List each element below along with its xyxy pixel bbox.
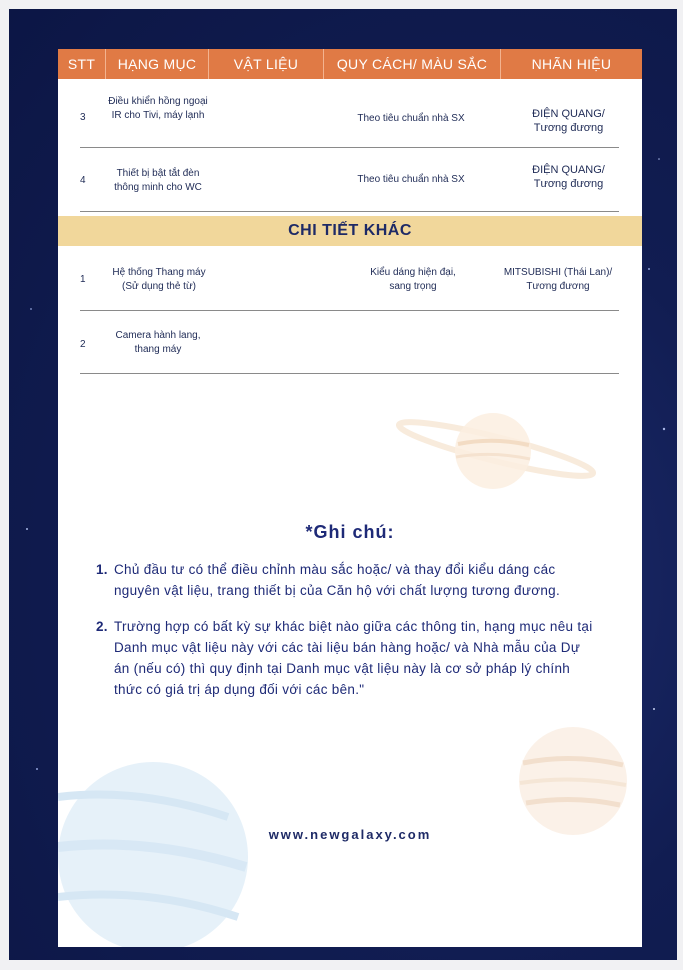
note-text: Trường hợp có bất kỳ sự khác biệt nào giữa các thông tin, hạng mục nêu tại Danh mục vật liệu này với các tài liệu bán hàng hoặc/ và Nhà mẫu của Dự án (nếu có) thì quy định tại Danh mục vật liệu này là cơ sở pháp lý chính thức có giá trị áp dụng đối với các bên." — [114, 619, 593, 697]
note-number: 2. — [96, 619, 108, 634]
section-header: CHI TIẾT KHÁC — [58, 216, 642, 246]
row-spec: Theo tiêu chuẩn nhà SX — [357, 113, 465, 124]
table-row — [80, 79, 619, 148]
document-page — [58, 49, 642, 947]
row-number: 1 — [80, 274, 86, 285]
planet-neptune-decoration — [58, 757, 248, 947]
note-number: 1. — [96, 562, 108, 577]
row-number: 2 — [80, 339, 86, 350]
header-spec: QUY CÁCH/ MÀU SẮC — [324, 49, 501, 79]
row-brand: ĐIỆN QUANG/ Tương đương — [532, 108, 605, 134]
header-stt: STT — [58, 49, 106, 79]
row-item: Camera hành lang, thang máy — [115, 330, 201, 355]
table-header — [58, 49, 642, 79]
note-text: Chủ đầu tư có thể điều chỉnh màu sắc hoặc/ và thay đổi kiểu dáng các nguyên vật liệu, trang thiết bị của Căn hộ với chất lượng tương đương. — [114, 562, 561, 598]
note-item — [96, 616, 594, 700]
row-item: Điều khiển hồng ngoại IR cho Tivi, máy lạnh — [108, 96, 208, 121]
row-brand: ĐIỆN QUANG/ Tương đương — [532, 164, 605, 190]
table-row — [80, 246, 619, 311]
planet-saturn-decoration — [396, 409, 596, 499]
header-item: HẠNG MỤC — [106, 49, 209, 79]
row-number: 3 — [80, 112, 86, 123]
notes-title: *Ghi chú: — [305, 522, 395, 542]
row-spec: Theo tiêu chuẩn nhà SX — [357, 174, 465, 185]
row-brand: MITSUBISHI (Thái Lan)/ Tương đương — [503, 267, 613, 292]
header-brand: NHÃN HIỆU — [531, 56, 612, 72]
note-item — [96, 559, 594, 601]
page-frame — [9, 9, 677, 960]
row-spec: Kiểu dáng hiện đại, sang trọng — [370, 267, 456, 292]
row-item: Thiết bị bật tắt đèn thông minh cho WC — [114, 168, 202, 193]
table-row — [80, 147, 619, 212]
header-material: VẬT LIỆU — [209, 49, 324, 79]
table-row — [80, 310, 619, 374]
row-item: Hệ thống Thang máy (Sử dụng thẻ từ) — [112, 267, 206, 292]
website-link[interactable]: www.newgalaxy.com — [268, 827, 432, 842]
row-number: 4 — [80, 175, 86, 186]
planet-jupiter-decoration — [518, 723, 628, 839]
